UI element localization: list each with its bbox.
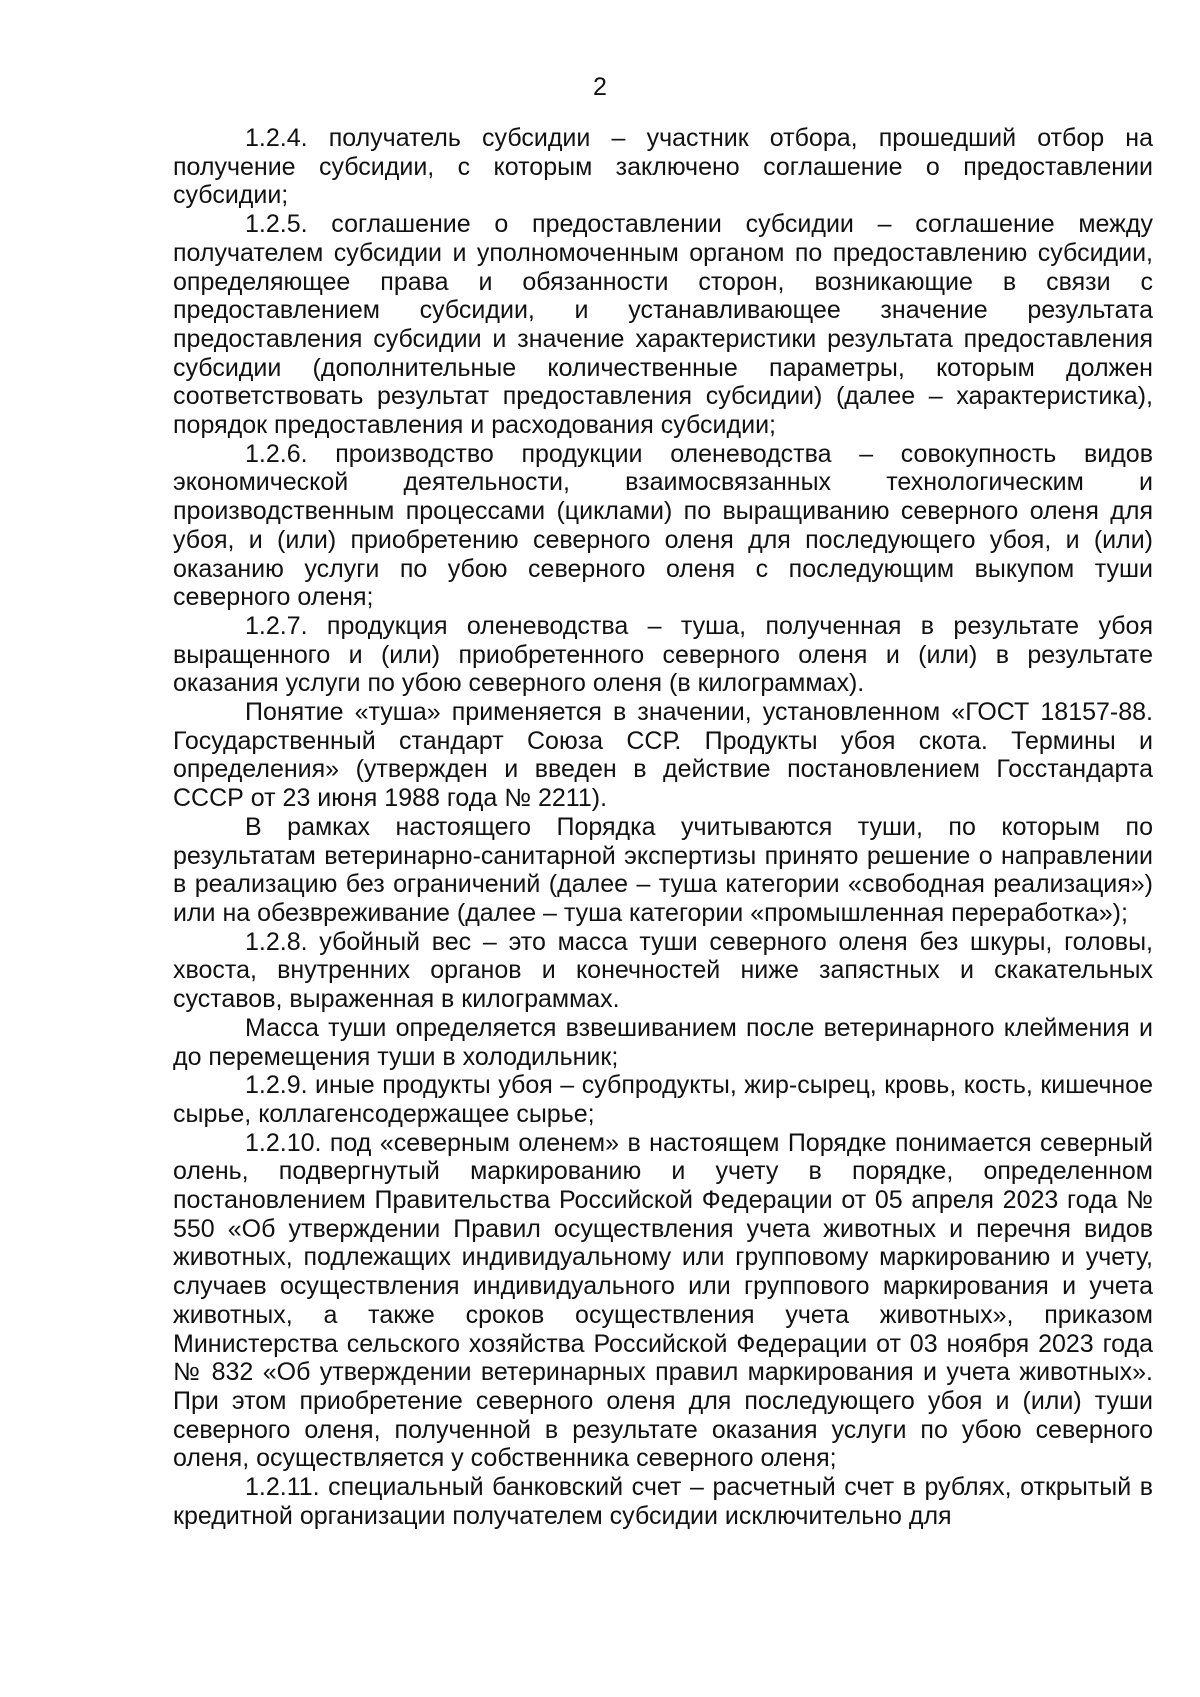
paragraph-1-2-4: 1.2.4. получатель субсидии – участник отбора, прошедший отбор на получение субсидии, с которым заключено соглашение о предоставлении субсидии; [173, 124, 1153, 210]
paragraph-1-2-10: 1.2.10. под «северным оленем» в настоящем Порядке понимается северный олень, подвергнутый маркированию и учету в порядке, определенном постановлением Правительства Российской Федерации от 05 апреля 2023 года № 550 «Об утверждении Правил осуществления учета животных и перечня видов животных, подлежащих индивидуальному или групповому маркированию и учету, случаев осуществления индивидуального или группового маркирования и учета животных, а также сроков осуществления учета животных», приказом Министерства сельского хозяйства Российской Федерации от 03 ноября 2023 года № 832 «Об утверждении ветеринарных правил маркирования и учета животных». При этом приобретение северного оленя для последующего убоя и (или) туши северного оленя, полученной в результате оказания услуги по убою северного оленя, осуществляется у собственника северного оленя; [173, 1128, 1153, 1473]
paragraph-1-2-11: 1.2.11. специальный банковский счет – расчетный счет в рублях, открытый в кредитной организации получателем субсидии исключительно для [173, 1473, 1153, 1530]
paragraph-1-2-6: 1.2.6. производство продукции оленеводства – совокупность видов экономической деятельности, взаимосвязанных технологическим и производственным процессами (циклами) по выращиванию северного оленя для убоя, и (или) приобретению северного оленя для последующего убоя, и (или) оказанию услуги по убою северного оленя с последующим выкупом туши северного оленя; [173, 439, 1153, 612]
paragraph-1-2-7: 1.2.7. продукция оленеводства – туша, полученная в результате убоя выращенного и (или) приобретенного северного оленя и (или) в результате оказания услуги по убою северного оленя (в килограммах). [173, 611, 1153, 698]
document-body [173, 124, 1153, 1530]
paragraph-1-2-8: 1.2.8. убойный вес – это масса туши северного оленя без шкуры, головы, хвоста, внутренних органов и конечностей ниже запястных и скакательных суставов, выраженная в килограммах. [173, 927, 1153, 1014]
paragraph-mass-weighing: Масса туши определяется взвешиванием после ветеринарного клеймения и до перемещения туши в холодильник; [173, 1013, 1153, 1071]
paragraph-tusha-definition: Понятие «туша» применяется в значении, установленном «ГОСТ 18157-88. Государственный стандарт Союза ССР. Продукты убоя скота. Термины и определения» (утвержден и введен в действие постановлением Госстандарта СССР от 23 июня 1988 года № 2211). [173, 698, 1153, 813]
paragraph-1-2-9: 1.2.9. иные продукты убоя – субпродукты, жир-сырец, кровь, кость, кишечное сырье, коллагенсодержащее сырье; [173, 1071, 1153, 1128]
paragraph-tusha-categories: В рамках настоящего Порядка учитываются туши, по которым по результатам ветеринарно-санитарной экспертизы принято решение о направлении в реализацию без ограничений (далее – туша категории «свободная реализация») или на обезвреживание (далее – туша категории «промышленная переработка»); [173, 812, 1153, 927]
page-number: 2 [593, 73, 607, 101]
paragraph-1-2-5: 1.2.5. соглашение о предоставлении субсидии – соглашение между получателем субсидии и уполномоченным органом по предоставлению субсидии, определяющее права и обязанности сторон, возникающие в связи с предоставлением субсидии, и устанавливающее значение результата предоставления субсидии и значение характеристики результата предоставления субсидии (дополнительные количественные параметры, которым должен соответствовать результат предоставления субсидии) (далее – характеристика), порядок предоставления и расходования субсидии; [173, 210, 1153, 440]
